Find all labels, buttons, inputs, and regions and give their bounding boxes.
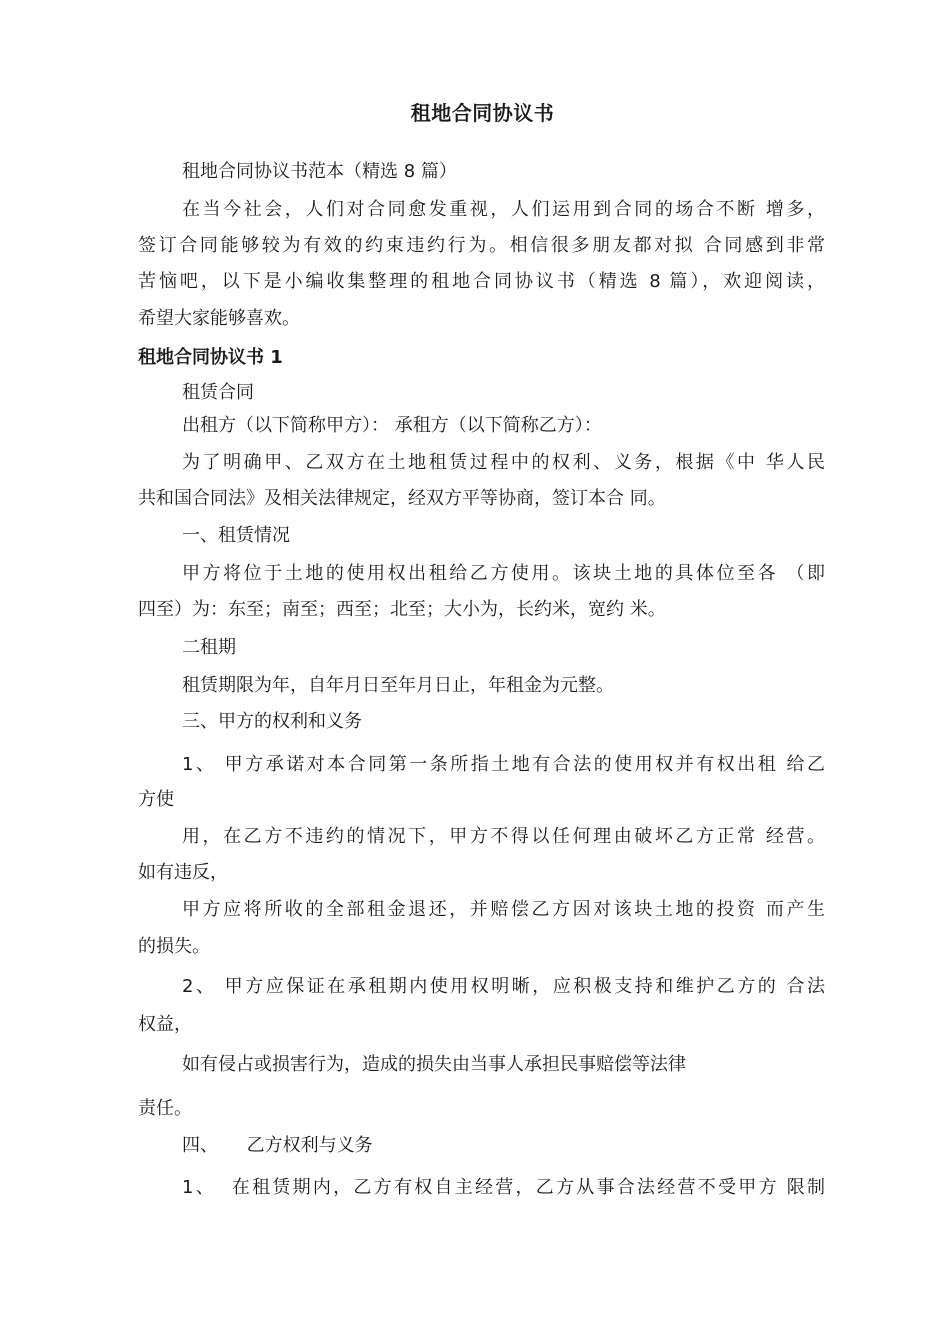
clause-3-line-8: 权益， — [138, 1014, 192, 1035]
clause-3-line-6: 的损失。 — [138, 936, 210, 957]
intro-line-4: 希望大家能够喜欢。 — [138, 308, 300, 329]
clause-3-line-10: 责任。 — [138, 1098, 192, 1119]
clause-3-line-7: 2、 甲方应保证在承租期内使用权明晰，应积极支持和维护乙方的 合法 — [182, 976, 825, 997]
contract-parties: 出租方（以下简称甲方）： 承租方（以下简称乙方）： — [182, 415, 602, 436]
clause-2-heading: 二租期 — [182, 637, 236, 658]
intro-line-1: 在当今社会，人们对合同愈发重视，人们运用到合同的场合不断 增多， — [182, 199, 825, 220]
clause-1-line-1: 甲方将位于土地的使用权出租给乙方使用。该块土地的具体位至各 （即 — [182, 563, 825, 584]
clause-3-line-3: 用，在乙方不违约的情况下，甲方不得以任何理由破坏乙方正常 经营。 — [182, 826, 825, 847]
clause-4-line-1: 1、 在租赁期内，乙方有权自主经营，乙方从事合法经营不受甲方 限制 — [182, 1177, 825, 1198]
preamble-line-1: 为了明确甲、乙双方在土地租赁过程中的权利、义务，根据《中 华人民 — [182, 452, 825, 473]
document-subtitle: 租地合同协议书范本（精选 8 篇） — [182, 161, 457, 182]
clause-4-heading: 四、 乙方权利与义务 — [182, 1135, 373, 1156]
clause-3-line-5: 甲方应将所收的全部租金退还，并赔偿乙方因对该块土地的投资 而产生 — [182, 899, 825, 920]
document-title: 租地合同协议书 — [410, 101, 555, 125]
clause-1-heading: 一、租赁情况 — [182, 525, 290, 546]
preamble-line-2: 共和国合同法》及相关法律规定，经双方平等协商，签订本合 同。 — [138, 488, 666, 509]
clause-3-line-4: 如有违反， — [138, 862, 228, 883]
clause-3-line-2: 方使 — [138, 789, 174, 810]
intro-line-2: 签订合同能够较为有效的约束违约行为。相信很多朋友都对拟 合同感到非常 — [138, 235, 825, 256]
clause-3-line-1: 1、 甲方承诺对本合同第一条所指土地有合法的使用权并有权出租 给乙 — [182, 754, 825, 775]
intro-line-3: 苦恼吧，以下是小编收集整理的租地合同协议书（精选 8 篇），欢迎阅读， — [138, 271, 825, 292]
section-1-heading: 租地合同协议书 1 — [138, 347, 283, 368]
contract-name: 租赁合同 — [182, 382, 254, 403]
clause-1-line-2: 四至）为：东至；南至；西至；北至；大小为，长约米，宽约 米。 — [138, 599, 666, 620]
clause-3-heading: 三、甲方的权利和义务 — [182, 711, 362, 732]
clause-3-line-9: 如有侵占或损害行为，造成的损失由当事人承担民事赔偿等法律 — [182, 1054, 686, 1075]
clause-2-text: 租赁期限为年，自年月日至年月日止，年租金为元整。 — [182, 675, 614, 696]
